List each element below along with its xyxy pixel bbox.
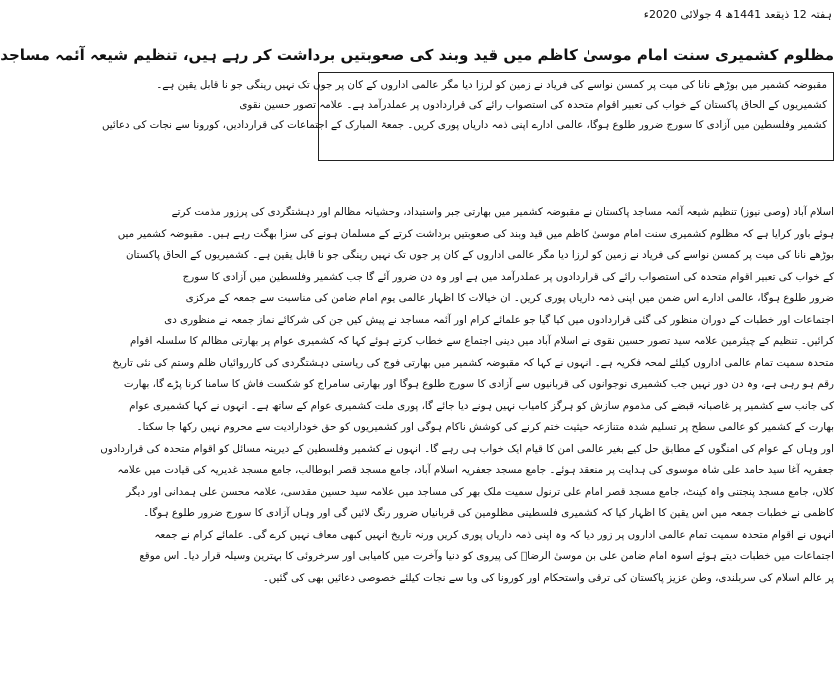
summary-box [101, 72, 834, 161]
article-body [100, 202, 834, 589]
body-line: کی جانب سے کشمیر پر غاصبانہ قبضے کی مذموم سازش کو ہرگز کامیاب نہیں ہونے دیا جائے گا، پوری ملت کشمیری عوام کے ساتھ ہے۔ انہوں نے کہا کشمیری عوام [129, 399, 834, 412]
summary-line: مقبوضہ کشمیر میں بوڑھے نانا کی میت پر کمسن نواسے کی فریاد نے زمین کو لرزا دیا مگر عالمی اداروں کے کان پر جوں تک نہیں رینگی جو نا قابل یقین ہے۔ [156, 79, 827, 91]
body-line: کاظمی نے خطبات جمعہ میں اس یقین کا اظہار کیا کہ کشمیری فلسطینی مظلومین کی قربانیاں ضرور رنگ لائیں گی اور وہاں آزادی کا سورج ضرور طلوع ہوگا۔ [143, 507, 834, 519]
body-line: کلاں، جامع مسجد پنجتنی واہ کینٹ، جامع مسجد قصر امام علی ترنول سمیت ملک بھر کی مساجد میں علامہ سید حسین مقدسی، علامہ محسن علی ہمدانی اور دیگر [126, 485, 834, 498]
body-line: کرائیں۔ تنظیم کے چیئرمین علامہ سید تصور حسین نقوی نے اسلام آباد میں دینی اجتماع سے خطاب کرتے ہوئے کہا کہ کشمیری عوام پر بھارتی مظالم کا سلسلہ اقوام [130, 335, 834, 347]
body-line: جعفریہ آغا سید حامد علی شاہ موسوی کی ہدایت پر منعقد ہوئے۔ جامع مسجد جعفریہ اسلام آباد، جامع مسجد قصر ابوطالب، جامع مسجد غدیریہ کی قیادت میں علامہ [117, 464, 834, 476]
body-line: اور وہاں کے عوام کی امنگوں کے مطابق حل کیے بغیر عالمی امن کا قیام ایک خواب ہی رہے گا۔ انہوں نے کشمیر وفلسطین کے دیرینہ مسائل کو اقوام متحدہ کی قراردادوں [100, 442, 834, 455]
body-line: بوڑھے نانا کی میت پر کمسن نواسے کی فریاد نے زمین کو لرزا دیا مگر عالمی اداروں کے کان پر جوں تک نہیں رینگی جو نا قابل یقین ہے۔ کشمیریوں کے الحاق پاکستان [125, 249, 834, 261]
body-line: کے خواب کی تعبیر اقوام متحدہ کی استصواب رائے کی قراردادوں پر عملدرآمد میں ہے اور وہ دن ضرور آئے گا جب کشمیر وفلسطین میں آزادی کا سورج [182, 270, 834, 283]
body-line: رقم ہو رہی ہے، وہ دن دور نہیں جب کشمیری نوجوانوں کی قربانیوں سے آزادی کا سورج طلوع ہوگا اور بھارتی سامراج کو شکست فاش کا سامنا کرنا پڑے گا، بھارت [123, 378, 834, 390]
body-line: اسلام آباد (وصی نیوز) تنظیم شیعہ آئمہ مساجد پاکستان نے مقبوضہ کشمیر میں بھارتی جبر واستبداد، وحشیانہ مظالم اور دہشتگردی کی پرزور مذمت کرتے [171, 206, 834, 218]
headline: مظلوم کشمیری سنت امام موسیٰ کاظم میں قید وبند کی صعوبتیں برداشت کر رہے ہیں، تنظیم شیعہ آئمہ مساجد [0, 46, 834, 64]
body-line: متحدہ سمیت تمام عالمی اداروں کیلئے لمحہ فکریہ ہے۔ انہوں نے کہا کہ مقبوضہ کشمیر میں بھارتی فوج کی ریاستی دہشتگردی کی کارروائیاں ظلم وستم کی نئی تاریخ [112, 356, 834, 369]
body-line: بھارت کے کشمیر کو عالمی سطح پر تسلیم شدہ متنازعہ حیثیت ختم کرنے کی کوشش ناکام ہوگی اور کشمیریوں کو حق خودارادیت سے محروم نہیں رکھا جا سکتا۔ [136, 421, 834, 433]
body-line: پر عالم اسلام کی سربلندی، وطن عزیز پاکستان کی ترقی واستحکام اور کورونا کی وبا سے نجات کیلئے خصوصی دعائیں بھی کی گئیں۔ [262, 571, 834, 584]
summary-line: کشمیریوں کے الحاق پاکستان کے خواب کی تعبیر اقوام متحدہ کی استصواب رائے کی قراردادوں پر عملدرآمد ہے۔ علامہ تصور حسین نقوی [239, 99, 827, 111]
dateline: ہفتہ 12 ذیقعد 1441ھ 4 جولائی 2020ء [643, 8, 832, 21]
body-line: اجتماعات میں خطبات دیتے ہوئے اسوہ امام ضامن علی بن موسیٰ الرضاؑ کی پیروی کو دنیا وآخرت میں کامیابی اور سرخروئی کا بہترین وسیلہ قرار دیا۔ اس موقع [139, 550, 834, 562]
body-line: ہوئے باور کرایا ہے کہ مظلوم کشمیری سنت امام موسیٰ کاظم میں قید وبند کی صعوبتیں برداشت کرتے کے مسلمان ہونے کی سزا بھگت رہے ہیں۔ مقبوضہ کشمیر میں [117, 227, 834, 240]
body-line: ضرور طلوع ہوگا، عالمی ادارے اس ضمن میں اپنی ذمہ داریاں پوری کریں۔ ان خیالات کا اظہار عالمی یوم امام ضامن کی مناسبت سے جمعہ کے مرکزی [185, 292, 834, 304]
body-line: اجتماعات اور خطبات کے دوران منظور کی گئی قراردادوں میں کیا گیا جو علمائے کرام اور آئمہ مساجد نے پیش کیں جن کی شرکائے نماز جمعہ نے منظوری دی [164, 313, 834, 326]
summary-line: کشمیر وفلسطین میں آزادی کا سورج ضرور طلوع ہوگا، عالمی ادارے اپنی ذمہ داریاں پوری کریں۔ جمعۃ المبارک کے اجتماعات کی قراردادیں، کورونا سے نجات کی دعائیں [101, 119, 827, 131]
body-line: انہوں نے اقوام متحدہ سمیت تمام عالمی اداروں پر زور دیا کہ وہ اپنی ذمہ داریاں پوری کریں ورنہ تاریخ انہیں کبھی معاف نہیں کرے گی۔ علمائے کرام نے جمعہ [154, 528, 834, 541]
